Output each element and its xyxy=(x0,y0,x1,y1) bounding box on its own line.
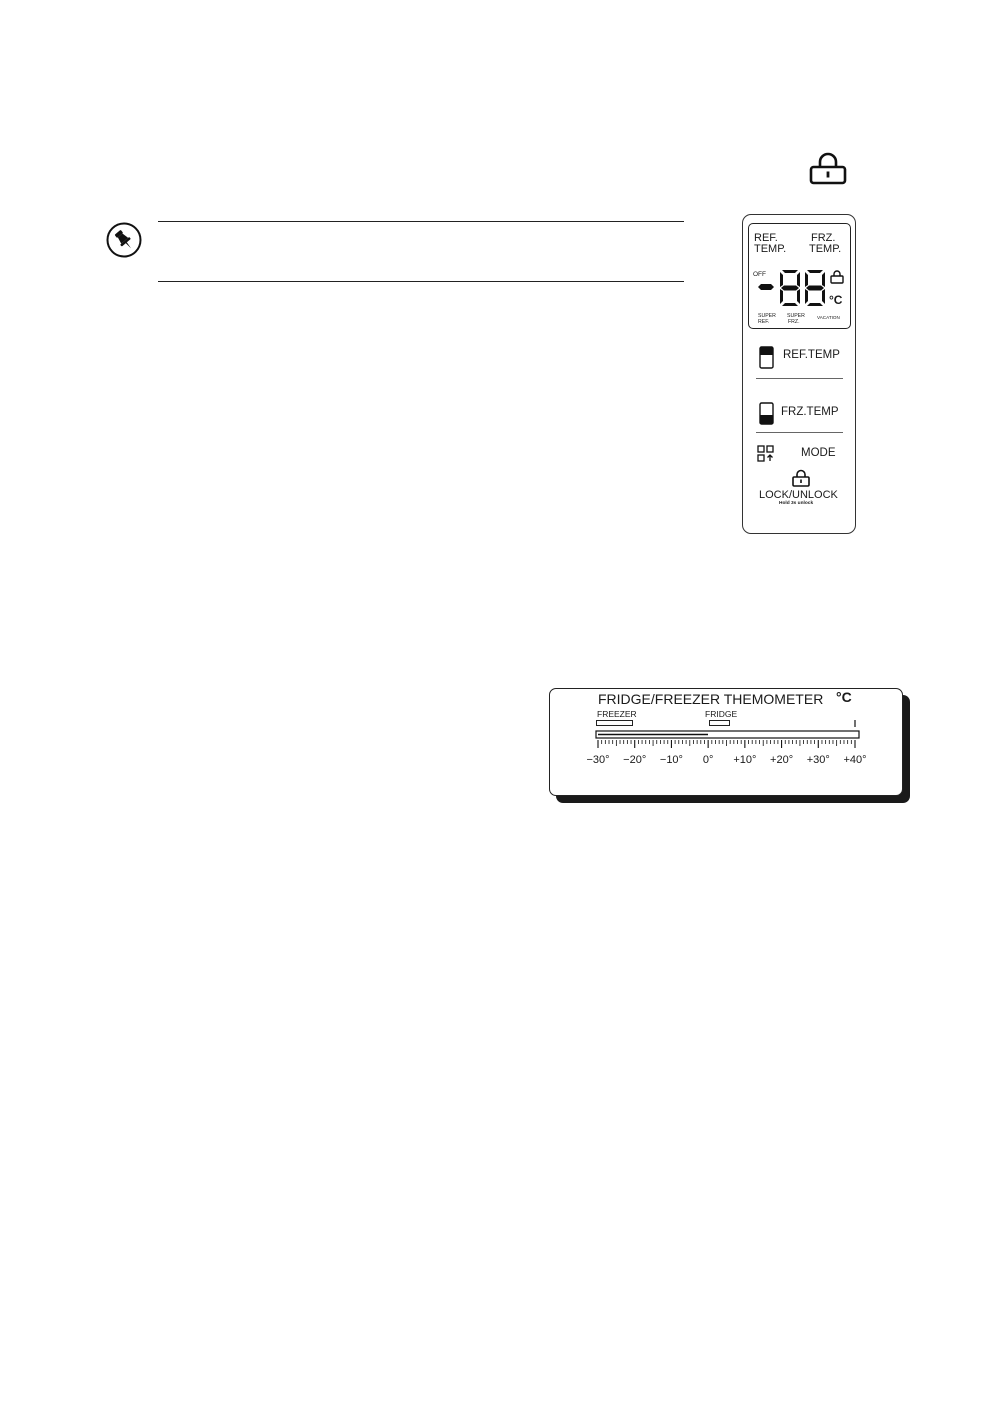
thermometer-unit: °C xyxy=(836,689,852,705)
frz-temp-label-line1: FRZ. xyxy=(811,232,836,244)
panel-divider xyxy=(756,432,843,433)
ref-temp-label-line1: REF. xyxy=(754,232,778,244)
lock-unlock-hint: Hold 3s unlock xyxy=(779,501,814,506)
mode-super-ref-line1: SUPER xyxy=(758,313,776,319)
mode-super-frz-line2: FRZ. xyxy=(788,319,800,325)
lock-unlock-button[interactable] xyxy=(755,467,847,513)
scale-tick-label: +40° xyxy=(843,754,867,766)
off-indicator: OFF xyxy=(753,271,766,278)
lcd-digits xyxy=(756,268,828,308)
lock-icon xyxy=(791,469,811,487)
lock-icon xyxy=(808,152,848,186)
scale-tick-label: −20° xyxy=(623,754,647,766)
fridge-zone-label: FRIDGE xyxy=(705,709,738,719)
frz-temp-button[interactable] xyxy=(755,398,847,426)
freezer-zone-label: FREEZER xyxy=(597,709,637,719)
ref-temp-label: REF.TEMP xyxy=(783,349,840,361)
lcd-unit: °C xyxy=(829,293,843,307)
mode-super-ref-line2: REF. xyxy=(758,319,770,325)
thermometer-scale xyxy=(590,716,866,752)
mode-vacation: VACATION xyxy=(817,315,840,320)
scale-tick-label: −30° xyxy=(586,754,610,766)
note-top-rule xyxy=(158,221,684,222)
lock-unlock-label: LOCK/UNLOCK xyxy=(759,489,838,501)
scale-tick-label: +20° xyxy=(770,754,794,766)
frz-temp-label: FRZ.TEMP xyxy=(781,406,839,418)
scale-tick-label: +10° xyxy=(733,754,757,766)
scale-tick-label: +30° xyxy=(806,754,830,766)
mode-super-frz-line1: SUPER xyxy=(787,313,805,319)
frz-temp-label-line2: TEMP. xyxy=(809,243,842,255)
mode-label: MODE xyxy=(801,447,836,459)
note-bottom-rule xyxy=(158,281,684,282)
freezer-compartment-icon xyxy=(759,402,774,425)
mode-grid-icon xyxy=(757,445,775,462)
lcd-lock-icon xyxy=(829,270,845,284)
mode-button[interactable] xyxy=(755,442,847,464)
scale-tick-label: 0° xyxy=(702,754,714,766)
panel-divider xyxy=(756,378,843,379)
pushpin-icon xyxy=(106,222,142,258)
ref-temp-button[interactable] xyxy=(755,342,847,370)
thermometer-title: FRIDGE/FREEZER THEMOMETER xyxy=(598,691,824,707)
scale-tick-label: −10° xyxy=(659,754,683,766)
ref-temp-label-line2: TEMP. xyxy=(754,243,787,255)
fridge-compartment-icon xyxy=(759,346,774,369)
